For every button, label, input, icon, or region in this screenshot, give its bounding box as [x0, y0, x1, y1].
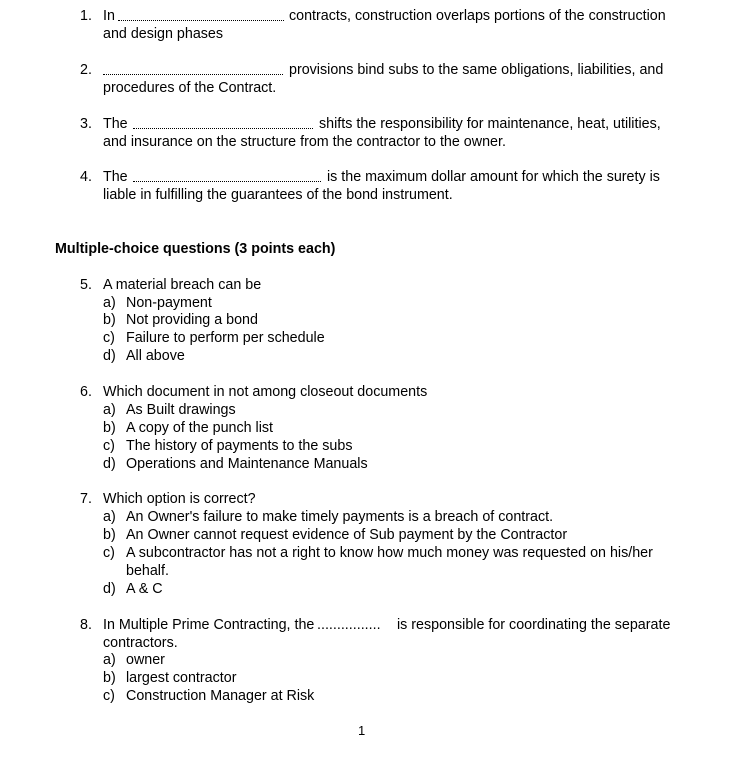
q4-number: 4.: [80, 169, 92, 185]
q8-option-b[interactable]: largest contractor: [126, 670, 237, 686]
q7-number: 7.: [80, 491, 92, 507]
q2-number: 2.: [80, 62, 92, 78]
q5-option-d[interactable]: All above: [126, 348, 185, 364]
q1-prefix: In: [103, 8, 115, 24]
q8-option-letter: a): [103, 652, 116, 668]
page-number: 1: [358, 723, 366, 738]
q8-option-a[interactable]: owner: [126, 652, 165, 668]
q7-option-c-cont: behalf.: [126, 563, 169, 579]
q5-option-letter: d): [103, 348, 116, 364]
q4-blank[interactable]: [133, 169, 321, 182]
q7-option-c[interactable]: A subcontractor has not a right to know how much money was requested on his/her: [126, 545, 653, 561]
q8-blank[interactable]: ................: [317, 617, 381, 633]
q7-option-a[interactable]: An Owner's failure to make timely payments is a breach of contract.: [126, 509, 554, 525]
q8-text-prefix: In Multiple Prime Contracting, the: [103, 617, 315, 633]
q5-option-a[interactable]: Non-payment: [126, 295, 212, 311]
q2-text: provisions bind subs to the same obligations, liabilities, and: [289, 62, 664, 78]
q8-text-suffix: is responsible for coordinating the separate: [397, 617, 671, 633]
q6-option-letter: d): [103, 456, 116, 472]
q8-option-letter: c): [103, 688, 115, 704]
q6-option-letter: b): [103, 420, 116, 436]
q3-blank[interactable]: [133, 116, 313, 129]
q6-option-letter: c): [103, 438, 115, 454]
q6-option-d[interactable]: Operations and Maintenance Manuals: [126, 456, 368, 472]
q6-option-letter: a): [103, 402, 116, 418]
q5-option-c[interactable]: Failure to perform per schedule: [126, 330, 325, 346]
q3-prefix: The: [103, 116, 128, 132]
q8-option-c[interactable]: Construction Manager at Risk: [126, 688, 315, 704]
q1-text: contracts, construction overlaps portions of the construction: [289, 8, 666, 24]
q5-option-letter: c): [103, 330, 115, 346]
q7-option-letter: d): [103, 581, 116, 597]
q7-option-letter: c): [103, 545, 115, 561]
q8-option-letter: b): [103, 670, 116, 686]
q1-blank[interactable]: [118, 8, 284, 21]
q7-text: Which option is correct?: [103, 491, 256, 507]
q3-number: 3.: [80, 116, 92, 132]
q5-option-letter: a): [103, 295, 116, 311]
q3-text: shifts the responsibility for maintenance, heat, utilities,: [319, 116, 661, 132]
q8-text-cont: contractors.: [103, 635, 178, 651]
q5-text: A material breach can be: [103, 277, 262, 293]
q3-text-cont: and insurance on the structure from the contractor to the owner.: [103, 134, 506, 150]
q7-option-letter: a): [103, 509, 116, 525]
q6-text: Which document in not among closeout documents: [103, 384, 428, 400]
q6-number: 6.: [80, 384, 92, 400]
q7-option-letter: b): [103, 527, 116, 543]
q4-prefix: The: [103, 169, 128, 185]
q7-option-b[interactable]: An Owner cannot request evidence of Sub payment by the Contractor: [126, 527, 568, 543]
q4-text: is the maximum dollar amount for which the surety is: [327, 169, 660, 185]
q5-option-b[interactable]: Not providing a bond: [126, 312, 258, 328]
mc-heading: Multiple-choice questions (3 points each): [55, 241, 336, 257]
q5-number: 5.: [80, 277, 92, 293]
q6-option-a[interactable]: As Built drawings: [126, 402, 236, 418]
q6-option-c[interactable]: The history of payments to the subs: [126, 438, 353, 454]
q2-blank[interactable]: [103, 62, 283, 75]
q7-option-d[interactable]: A & C: [126, 581, 163, 597]
q1-text-cont: and design phases: [103, 26, 224, 42]
q8-number: 8.: [80, 617, 92, 633]
q1-number: 1.: [80, 8, 92, 24]
q4-text-cont: liable in fulfilling the guarantees of the bond instrument.: [103, 187, 453, 203]
q5-option-letter: b): [103, 312, 116, 328]
q6-option-b[interactable]: A copy of the punch list: [126, 420, 274, 436]
q2-text-cont: procedures of the Contract.: [103, 80, 277, 96]
